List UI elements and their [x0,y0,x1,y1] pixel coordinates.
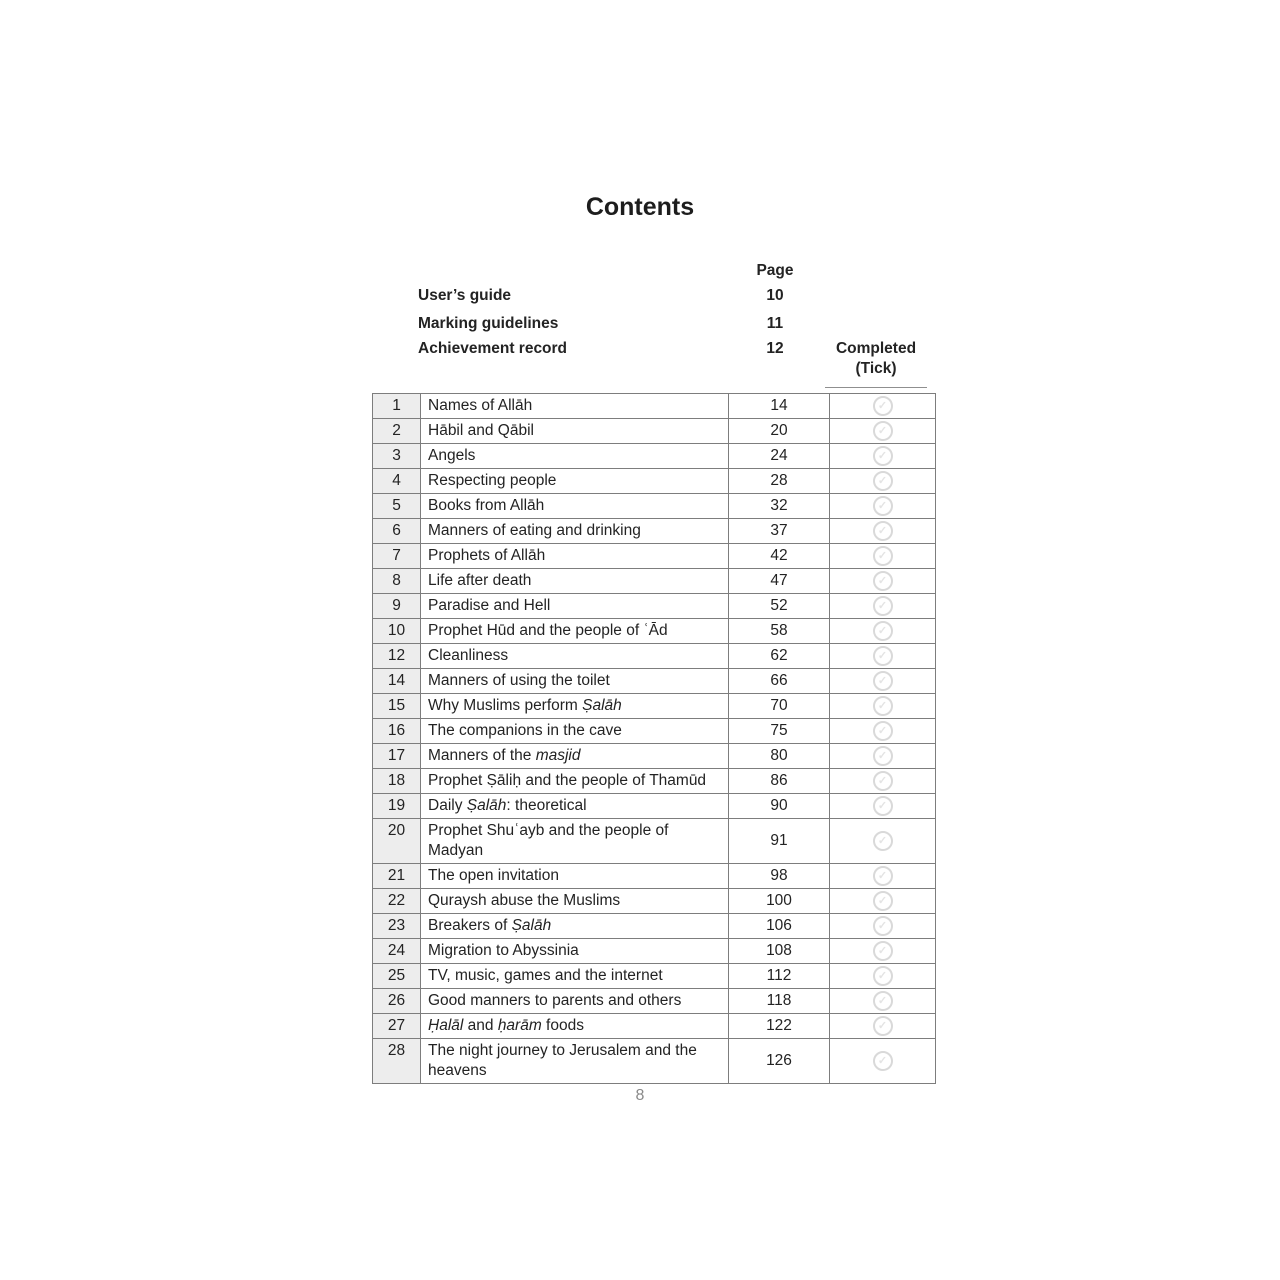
chapter-title: Daily Ṣalāh: theoretical [421,794,729,819]
chapter-page: 42 [729,544,830,569]
front-matter-page: 10 [766,287,784,304]
tick-cell [830,644,936,669]
tick-circle-icon: ✓ [873,396,893,416]
chapter-page: 14 [729,394,830,419]
table-row [373,914,936,939]
chapter-page: 58 [729,619,830,644]
front-matter-page: 12 [766,340,784,357]
front-matter-row [0,287,1280,309]
table-row [373,619,936,644]
chapter-number: 5 [373,494,421,519]
chapter-number: 1 [373,394,421,419]
chapter-number: 20 [373,819,421,864]
tick-cell [830,939,936,964]
table-row [373,519,936,544]
footer-page-number: 8 [635,1087,645,1104]
chapter-page: 20 [729,419,830,444]
chapter-number: 22 [373,889,421,914]
chapter-title: Hābil and Qābil [421,419,729,444]
tick-cell [830,769,936,794]
chapter-title: The night journey to Jerusalem and the heavens [421,1039,729,1084]
chapter-page: 100 [729,889,830,914]
tick-cell [830,1039,936,1084]
front-matter-row [0,340,1280,362]
tick-circle-icon: ✓ [873,671,893,691]
tick-circle-icon: ✓ [873,471,893,491]
chapter-number: 15 [373,694,421,719]
contents-table-body [373,394,936,1084]
table-row [373,964,936,989]
table-row [373,469,936,494]
tick-cell [830,419,936,444]
tick-circle-icon: ✓ [873,596,893,616]
chapter-title: Manners of the masjid [421,744,729,769]
chapter-page: 106 [729,914,830,939]
chapter-number: 21 [373,864,421,889]
chapter-page: 90 [729,794,830,819]
tick-circle-icon: ✓ [873,991,893,1011]
chapter-page: 118 [729,989,830,1014]
chapter-page: 75 [729,719,830,744]
tick-cell [830,519,936,544]
chapter-page: 126 [729,1039,830,1084]
table-row [373,1014,936,1039]
table-row [373,444,936,469]
tick-cell [830,794,936,819]
chapter-page: 32 [729,494,830,519]
tick-cell [830,819,936,864]
tick-circle-icon: ✓ [873,1016,893,1036]
tick-circle-icon: ✓ [873,746,893,766]
table-row [373,1039,936,1084]
tick-circle-icon: ✓ [873,446,893,466]
chapter-page: 52 [729,594,830,619]
tick-cell [830,989,936,1014]
chapter-title: The companions in the cave [421,719,729,744]
table-row [373,794,936,819]
tick-circle-icon: ✓ [873,891,893,911]
tick-cell [830,444,936,469]
tick-circle-icon: ✓ [873,771,893,791]
tick-circle-icon: ✓ [873,941,893,961]
chapter-number: 6 [373,519,421,544]
table-row [373,544,936,569]
chapter-title: Paradise and Hell [421,594,729,619]
tick-cell [830,719,936,744]
chapter-title: The open invitation [421,864,729,889]
table-row [373,744,936,769]
tick-cell [830,1014,936,1039]
front-matter-label: Achievement record [418,340,568,357]
tick-circle-icon: ✓ [873,966,893,986]
tick-circle-icon: ✓ [873,546,893,566]
tick-circle-icon: ✓ [873,796,893,816]
tick-circle-icon: ✓ [873,831,893,851]
chapter-title: Life after death [421,569,729,594]
chapter-title: Quraysh abuse the Muslims [421,889,729,914]
chapter-number: 26 [373,989,421,1014]
tick-cell [830,394,936,419]
chapter-number: 2 [373,419,421,444]
chapter-title: Manners of eating and drinking [421,519,729,544]
table-row [373,394,936,419]
front-matter-label: User’s guide [418,287,512,304]
tick-circle-icon: ✓ [873,721,893,741]
chapter-title: Breakers of Ṣalāh [421,914,729,939]
chapter-page: 37 [729,519,830,544]
chapter-number: 14 [373,669,421,694]
chapter-number: 10 [373,619,421,644]
table-row [373,889,936,914]
chapter-title: Ḥalāl and ḥarām foods [421,1014,729,1039]
tick-circle-icon: ✓ [873,866,893,886]
tick-cell [830,914,936,939]
chapter-title: Migration to Abyssinia [421,939,729,964]
chapter-number: 4 [373,469,421,494]
chapter-number: 25 [373,964,421,989]
chapter-number: 19 [373,794,421,819]
tick-cell [830,889,936,914]
chapter-number: 28 [373,1039,421,1084]
contents-table [372,393,936,1084]
completed-header-line1: Completed [835,340,917,357]
front-matter-label: Marking guidelines [418,315,559,332]
chapter-title: Manners of using the toilet [421,669,729,694]
tick-circle-icon: ✓ [873,646,893,666]
chapter-title: Cleanliness [421,644,729,669]
chapter-number: 17 [373,744,421,769]
chapter-page: 112 [729,964,830,989]
chapter-title: Prophets of Allāh [421,544,729,569]
chapter-title: Names of Allāh [421,394,729,419]
chapter-page: 108 [729,939,830,964]
tick-cell [830,669,936,694]
chapter-page: 80 [729,744,830,769]
chapter-title: Respecting people [421,469,729,494]
table-row [373,419,936,444]
table-row [373,819,936,864]
tick-circle-icon: ✓ [873,496,893,516]
table-row [373,939,936,964]
chapter-title: TV, music, games and the internet [421,964,729,989]
table-row [373,769,936,794]
chapter-page: 70 [729,694,830,719]
tick-cell [830,694,936,719]
chapter-number: 3 [373,444,421,469]
tick-cell [830,864,936,889]
chapter-number: 18 [373,769,421,794]
tick-circle-icon: ✓ [873,621,893,641]
tick-circle-icon: ✓ [873,571,893,591]
chapter-title: Good manners to parents and others [421,989,729,1014]
chapter-page: 98 [729,864,830,889]
chapter-title: Angels [421,444,729,469]
table-row [373,594,936,619]
table-row [373,644,936,669]
tick-circle-icon: ✓ [873,1051,893,1071]
page-column-header: Page [756,262,794,279]
chapter-number: 24 [373,939,421,964]
chapter-page: 86 [729,769,830,794]
chapter-title: Books from Allāh [421,494,729,519]
tick-cell [830,469,936,494]
tick-cell [830,619,936,644]
chapter-title: Prophet Ṣāliḥ and the people of Thamūd [421,769,729,794]
tick-cell [830,569,936,594]
chapter-title: Why Muslims perform Ṣalāh [421,694,729,719]
chapter-title: Prophet Hūd and the people of ʿĀd [421,619,729,644]
chapter-number: 12 [373,644,421,669]
front-matter-page: 11 [766,315,784,332]
chapter-page: 47 [729,569,830,594]
page-title: Contents [585,193,695,221]
tick-cell [830,594,936,619]
chapter-number: 8 [373,569,421,594]
chapter-page: 91 [729,819,830,864]
completed-header-line2: (Tick) [855,360,897,377]
chapter-page: 122 [729,1014,830,1039]
table-row [373,989,936,1014]
chapter-page: 24 [729,444,830,469]
front-matter-row [0,315,1280,337]
completed-tick-header [825,339,927,388]
chapter-number: 23 [373,914,421,939]
chapter-title: Prophet Shuʿayb and the people of Madyan [421,819,729,864]
table-row [373,719,936,744]
chapter-number: 27 [373,1014,421,1039]
tick-circle-icon: ✓ [873,696,893,716]
tick-cell [830,494,936,519]
table-row [373,569,936,594]
chapter-page: 66 [729,669,830,694]
tick-circle-icon: ✓ [873,421,893,441]
tick-cell [830,964,936,989]
tick-cell [830,744,936,769]
table-row [373,694,936,719]
chapter-number: 16 [373,719,421,744]
chapter-page: 28 [729,469,830,494]
chapter-number: 7 [373,544,421,569]
tick-cell [830,544,936,569]
chapter-number: 9 [373,594,421,619]
tick-circle-icon: ✓ [873,521,893,541]
table-row [373,494,936,519]
table-row [373,669,936,694]
chapter-page: 62 [729,644,830,669]
tick-circle-icon: ✓ [873,916,893,936]
table-row [373,864,936,889]
